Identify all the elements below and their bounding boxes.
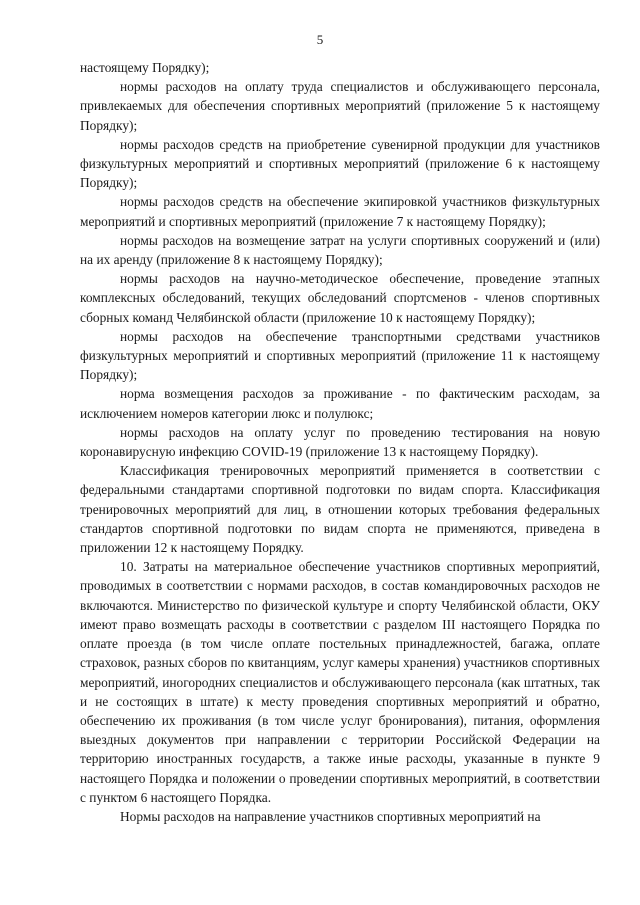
- document-body: [80, 58, 600, 826]
- page-number: 5: [316, 32, 324, 47]
- paragraph-norms-transport: нормы расходов на обеспечение транспортными средствами участников физкультурных мероприятий и спортивных мероприятий (приложение 11 к настоящему Порядку);: [80, 328, 600, 383]
- paragraph-norms-lodging: норма возмещения расходов за проживание - по фактическим расходам, за исключением номеров категории люкс и полулюкс;: [80, 386, 600, 421]
- paragraph-continuation: настоящему Порядку);: [80, 60, 210, 75]
- paragraph-section-10: 10. Затраты на материальное обеспечение участников спортивных мероприятий, проводимых в соответствии с нормами расходов, в состав командировочных расходов не включаются. Министерство по физической культуре и спорту Челябинской области, ОКУ имеют право возмещать расходы в соответствии с разделом III настоящего Порядка по оплате проезда (в том числе оплате постельных принадлежностей, багажа, оплате страховок, разных сборов по квитанциям, услуг камеры хранения) участников спортивных мероприятий, иногородних специалистов и обслуживающего персонала (как штатных, так и не состоящих в штате) к месту проведения спортивных мероприятий и обратно, обеспечению их проживания (в том числе услуг бронирования), питания, оформления выездных документов при направлении с территории Российской Федерации на территорию иностранных государств, а также иные расходы, указанные в пункте 9 настоящего Порядка и положении о проведении спортивных мероприятий, в соответствии с пунктом 6 настоящего Порядка.: [80, 559, 600, 805]
- paragraph-norms-equipment: нормы расходов средств на обеспечение экипировкой участников физкультурных мероприятий и спортивных мероприятий (приложение 7 к настоящему Порядку);: [80, 194, 600, 229]
- paragraph-training-classification: Классификация тренировочных мероприятий применяется в соответствии с федеральными стандартами спортивной подготовки по видам спорта. Классификация тренировочных мероприятий для лиц, в отношении которых требования федеральных стандартов спортивной подготовки по видам спорта не применяются, приведена в приложении 12 к настоящему Порядку.: [80, 463, 600, 556]
- paragraph-norms-staff-pay: нормы расходов на оплату труда специалистов и обслуживающего персонала, привлекаемых для обеспечения спортивных мероприятий (приложение 5 к настоящему Порядку);: [80, 79, 600, 133]
- paragraph-norms-souvenirs: нормы расходов средств на приобретение сувенирной продукции для участников физкультурных мероприятий и спортивных мероприятий (приложение 6 к настоящему Порядку);: [80, 136, 600, 191]
- paragraph-norms-covid-testing: нормы расходов на оплату услуг по проведению тестирования на новую коронавирусную инфекцию COVID-19 (приложение 13 к настоящему Порядку).: [80, 424, 600, 460]
- paragraph-norms-sending: Нормы расходов на направление участников спортивных мероприятий на: [120, 808, 541, 824]
- paragraph-norms-scientific: нормы расходов на научно-методическое обеспечение, проведение этапных комплексных обследований, текущих обследований спортсменов - членов спортивных сборных команд Челябинской области (приложение 10 к настоящему Порядку);: [80, 271, 600, 325]
- paragraph-norms-facilities: нормы расходов на возмещение затрат на услуги спортивных сооружений и (или) на их аренду (приложение 8 к настоящему Порядку);: [80, 232, 600, 268]
